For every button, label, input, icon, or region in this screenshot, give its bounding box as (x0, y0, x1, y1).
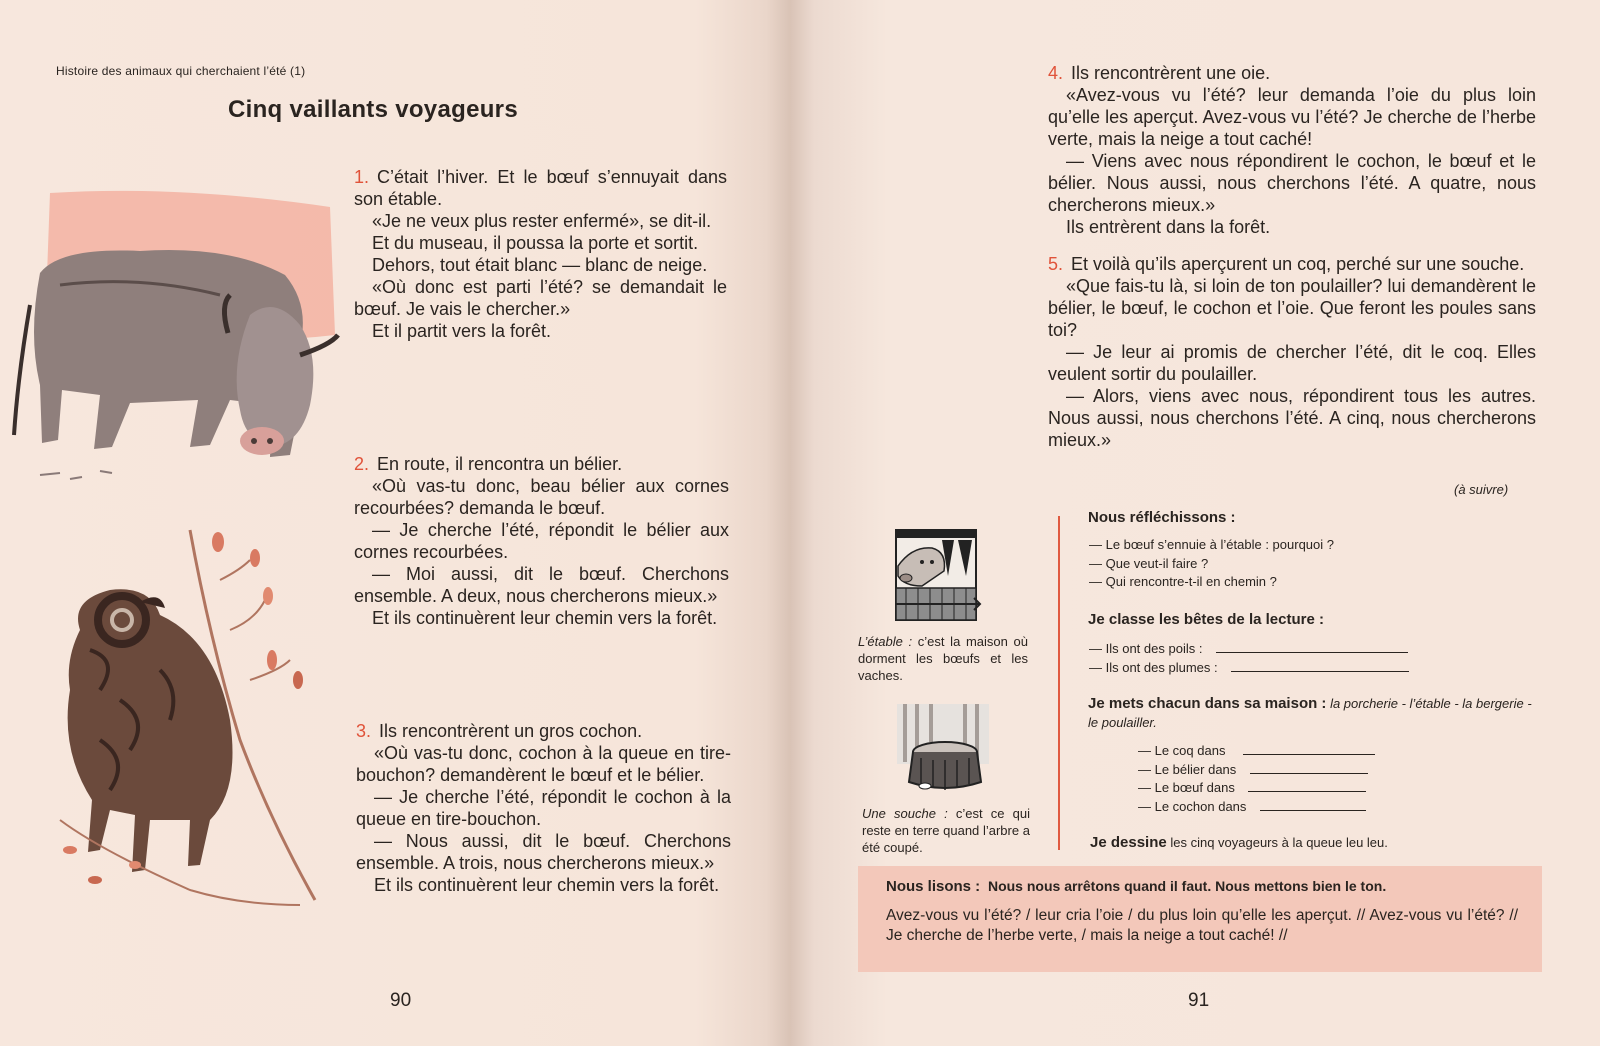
maison-hint: la porcherie - l’étable - la bergerie - le poulailler. (1088, 696, 1532, 730)
paragraph-number: 4. (1048, 63, 1064, 83)
paragraph-5: 5. Et voilà qu’ils aperçurent un coq, perché sur une souche. «Que fais-tu là, si loin de ton poulailler? lui demandèrent le bélier, le bœuf, le cochon et l’oie. Que feront les poules sans toi? — Je leur ai promis de chercher l’été, dit le coq. Elles veulent sortir du poulailler. — Alors, viens avec nous, répondirent tous les autres. Nous aussi, nous cherchons l’été. A cinq, nous chercherons mieux.» (1048, 254, 1536, 450)
stump-illustration (895, 702, 991, 792)
paragraph-number: 1. (354, 167, 370, 187)
classe-title: Je classe les bêtes de la lecture : (1088, 611, 1324, 628)
maison-item: — Le cochon dans (1138, 798, 1247, 814)
maison-title: Je mets chacun dans sa maison : (1088, 695, 1327, 712)
series-header: Histoire des animaux qui cherchaient l’été (1) (56, 64, 306, 78)
paragraph-4: 4. Ils rencontrèrent une oie. «Avez-vous vu l’été? leur demanda l’oie du plus loin qu’elle les aperçut. Avez-vous vu l’été? Je cherche de l’herbe verte, mais la neige a tout caché! — Viens avec nous répondirent le cochon, le bœuf et le bélier. Nous aussi, nous cherchons l’été. A quatre, nous chercherons mieux.» Ils entrèrent dans la forêt. (1048, 63, 1536, 237)
ox-illustration (0, 185, 345, 485)
lisons-title: Nous lisons : (886, 878, 981, 895)
paragraph-number: 5. (1048, 254, 1064, 274)
dessine-instruction: Je dessine les cinq voyageurs à la queue leu leu. (1090, 834, 1388, 851)
lisons-subtitle: Nous nous arrêtons quand il faut. Nous mettons bien le ton. (987, 878, 1387, 894)
classe-item: — Ils ont des poils : (1089, 641, 1203, 656)
left-page (0, 0, 790, 1046)
maison-instruction (1088, 694, 1540, 732)
paragraph-3: 3. Ils rencontrèrent un gros cochon. «Où vas-tu donc, cochon à la queue en tire-bouchon? demandèrent le bœuf et le bélier. — Je cherche l’été, répondit le cochon à la queue en tire-bouchon. — Nous aussi, dit le bœuf. Cherchons ensemble. A trois, nous chercherons mieux.» Et ils continuèrent leur chemin vers la forêt. (356, 721, 731, 895)
maison-item: — Le bélier dans (1138, 761, 1237, 777)
paragraph-2: 2. En route, il rencontra un bélier. «Où vas-tu donc, beau bélier aux cornes recourbées? demanda le bœuf. — Je cherche l’été, répondit le bélier aux cornes recourbées. — Moi aussi, dit le bœuf. Cherchons ensemble. A deux, nous chercherons mieux.» Et ils continuèrent leur chemin vers la forêt. (354, 454, 729, 628)
question-item: — Le bœuf s’ennuie à l’étable : pourquoi ? (1089, 537, 1334, 552)
paragraph-1: 1. C’était l’hiver. Et le bœuf s’ennuyait dans son étable. «Je ne veux plus rester enfermé», se dit-il. Et du museau, il poussa la porte et sortit. Dehors, tout était blanc — blanc de neige. «Où donc est parti l’été? se demandait le bœuf. Je vais le chercher.» Et il partit vers la forêt. (354, 167, 727, 341)
page-number-right: 91 (1188, 990, 1210, 1011)
nous-lisons-box (858, 866, 1542, 972)
maison-item: — Le bœuf dans (1138, 780, 1235, 795)
maison-item: — Le coq dans (1138, 743, 1226, 758)
caption-souche: Une souche : c’est ce qui reste en terre quand l’arbre a été coupé. (862, 806, 1030, 855)
answer-blank[interactable] (1243, 744, 1375, 755)
answer-blank[interactable] (1250, 763, 1368, 774)
paragraph-number: 3. (356, 721, 372, 741)
answer-blank[interactable] (1260, 800, 1366, 811)
answer-blank[interactable] (1216, 642, 1408, 653)
question-item: — Que veut-il faire ? (1089, 555, 1209, 571)
maison-list (1138, 742, 1375, 816)
reflechissons-questions (1089, 536, 1334, 592)
classe-item: — Ils ont des plumes : (1089, 659, 1218, 675)
answer-blank[interactable] (1231, 661, 1409, 672)
page-title: Cinq vaillants voyageurs (228, 96, 518, 123)
paragraph-number: 2. (354, 454, 370, 474)
answer-blank[interactable] (1248, 781, 1366, 792)
caption-etable: L’étable : c’est la maison où dorment les bœufs et les vaches. (858, 634, 1028, 683)
stable-illustration (892, 526, 982, 626)
reflechissons-title: Nous réfléchissons : (1088, 509, 1236, 526)
lisons-text: Avez-vous vu l’été? / leur cria l’oie / du plus loin qu’elle les aperçut. // Avez-vous vu l’été? // Je cherche de l’herbe verte, / mais la neige a tout caché! // (886, 907, 1518, 944)
exercise-divider (1058, 516, 1060, 850)
ram-illustration (40, 520, 340, 920)
to-be-continued: (à suivre) (1454, 482, 1509, 497)
page-number-left: 90 (390, 990, 412, 1011)
question-item: — Qui rencontre-t-il en chemin ? (1089, 574, 1277, 589)
classe-list (1089, 640, 1409, 677)
